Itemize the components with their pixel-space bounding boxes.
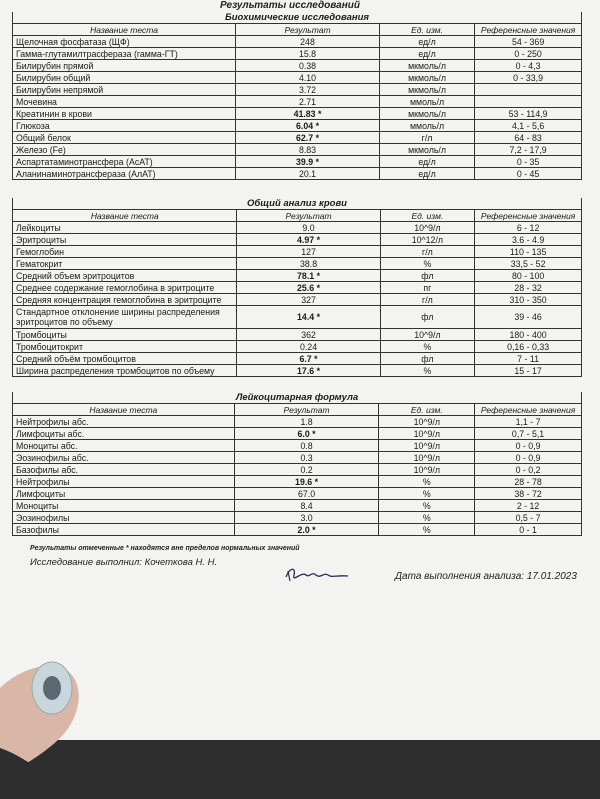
cell-unit: % xyxy=(380,365,475,377)
table-row xyxy=(13,108,582,120)
cell-result: 39.9 * xyxy=(236,156,380,168)
header-unit: Ед. изм. xyxy=(379,24,474,36)
cell-name: Средняя концентрация гемоглобина в эритроците xyxy=(13,294,237,306)
cell-result: 17.6 * xyxy=(237,365,380,377)
document-title: Результаты исследований xyxy=(220,0,360,11)
cell-name: Лимфоциты xyxy=(13,488,235,500)
cell-result: 78.1 * xyxy=(237,270,380,282)
cell-result: 327 xyxy=(237,294,380,306)
cell-result: 362 xyxy=(237,329,380,341)
cell-ref: 0 - 4,3 xyxy=(475,60,582,72)
cell-name: Щелочная фосфатаза (ЩФ) xyxy=(13,36,236,48)
table-row xyxy=(13,96,582,108)
table-row xyxy=(13,416,582,428)
cell-ref: 7,2 - 17,9 xyxy=(475,144,582,156)
cell-name: Нейтрофилы xyxy=(13,476,235,488)
cell-ref: 0 - 35 xyxy=(475,156,582,168)
table-header-row xyxy=(13,24,582,36)
cell-name: Эозинофилы абс. xyxy=(13,452,235,464)
cell-result: 127 xyxy=(237,246,380,258)
cell-result: 41.83 * xyxy=(236,108,380,120)
header-result: Результат xyxy=(237,210,380,222)
cell-unit: % xyxy=(379,500,475,512)
cell-unit: ммоль/л xyxy=(379,120,474,132)
cell-ref: 0,7 - 5,1 xyxy=(475,428,582,440)
cell-unit: ед/л xyxy=(379,168,474,180)
cell-name: Креатинин в крови xyxy=(13,108,236,120)
header-unit: Ед. изм. xyxy=(379,404,475,416)
cell-unit: г/л xyxy=(379,132,474,144)
cell-name: Нейтрофилы абс. xyxy=(13,416,235,428)
header-test-name: Название теста xyxy=(13,210,237,222)
cell-result: 20.1 xyxy=(236,168,380,180)
header-result: Результат xyxy=(234,404,379,416)
cell-ref: 1,1 - 7 xyxy=(475,416,582,428)
cell-ref xyxy=(475,84,582,96)
table-row xyxy=(13,329,582,341)
cell-name: Билирубин непрямой xyxy=(13,84,236,96)
cell-unit: г/л xyxy=(380,246,475,258)
cell-unit: фл xyxy=(380,353,475,365)
table-row xyxy=(13,512,582,524)
table-row xyxy=(13,428,582,440)
table-row xyxy=(13,476,582,488)
cell-ref: 28 - 32 xyxy=(475,282,582,294)
table-row xyxy=(13,500,582,512)
cell-name: Аланинаминотрансфераза (АлАТ) xyxy=(13,168,236,180)
table-row xyxy=(13,234,582,246)
cell-name: Гематокрит xyxy=(13,258,237,270)
table-row xyxy=(13,270,582,282)
cell-name: Гамма-глутамилтрасфераза (гамма-ГТ) xyxy=(13,48,236,60)
cell-unit: г/л xyxy=(380,294,475,306)
cell-unit: ед/л xyxy=(379,36,474,48)
cell-unit: 10^9/л xyxy=(380,222,475,234)
cell-unit: % xyxy=(379,476,475,488)
cell-unit: 10^9/л xyxy=(379,428,475,440)
cell-name: Лимфоциты абс. xyxy=(13,428,235,440)
cell-name: Базофилы xyxy=(13,524,235,536)
cell-unit: мкмоль/л xyxy=(379,60,474,72)
cell-ref: 310 - 350 xyxy=(475,294,582,306)
cell-result: 0.8 xyxy=(234,440,379,452)
cell-name: Глюкоза xyxy=(13,120,236,132)
cell-name: Аспартатаминотрансфера (АсАТ) xyxy=(13,156,236,168)
cell-name: Эозинофилы xyxy=(13,512,235,524)
cell-name: Моноциты абс. xyxy=(13,440,235,452)
cell-unit: % xyxy=(379,524,475,536)
cell-ref: 0 - 0,9 xyxy=(475,440,582,452)
cell-unit: мкмоль/л xyxy=(379,72,474,84)
cell-result: 1.8 xyxy=(234,416,379,428)
cbc-section-title: Общий анализ крови xyxy=(13,198,582,210)
table-row xyxy=(13,440,582,452)
header-reference: Референсные значения xyxy=(475,210,582,222)
cell-result: 67.0 xyxy=(234,488,379,500)
cell-result: 14.4 * xyxy=(237,306,380,329)
table-row xyxy=(13,144,582,156)
cell-unit: мкмоль/л xyxy=(379,84,474,96)
cell-result: 15.8 xyxy=(236,48,380,60)
cell-result: 8.4 xyxy=(234,500,379,512)
cell-unit: мкмоль/л xyxy=(379,108,474,120)
cell-name: Тромбоцитокрит xyxy=(13,341,237,353)
table-row xyxy=(13,246,582,258)
cell-result: 6.04 * xyxy=(236,120,380,132)
cell-unit: ед/л xyxy=(379,48,474,60)
cell-name: Стандартное отклонение ширины распределения эритроцитов по объему xyxy=(13,306,237,329)
cell-ref: 64 - 83 xyxy=(475,132,582,144)
cell-unit: 10^9/л xyxy=(380,329,475,341)
analysis-date: Дата выполнения анализа: 17.01.2023 xyxy=(395,571,577,582)
cell-unit: фл xyxy=(380,306,475,329)
performer-line: Исследование выполнил: Кочеткова Н. Н. xyxy=(30,557,218,568)
cell-name: Билирубин прямой xyxy=(13,60,236,72)
table-row xyxy=(13,258,582,270)
table-row xyxy=(13,84,582,96)
cell-result: 38.8 xyxy=(237,258,380,270)
biochem-table xyxy=(12,12,582,180)
cell-result: 3.0 xyxy=(234,512,379,524)
cell-ref xyxy=(475,96,582,108)
cell-result: 0.3 xyxy=(234,452,379,464)
cell-name: Эритроциты xyxy=(13,234,237,246)
cell-unit: фл xyxy=(380,270,475,282)
cell-ref: 28 - 78 xyxy=(475,476,582,488)
cell-result: 3.72 xyxy=(236,84,380,96)
table-row xyxy=(13,452,582,464)
table-row xyxy=(13,464,582,476)
cell-result: 6.7 * xyxy=(237,353,380,365)
cell-result: 4.97 * xyxy=(237,234,380,246)
header-reference: Референсные значения xyxy=(475,24,582,36)
cell-result: 4.10 xyxy=(236,72,380,84)
cell-name: Железо (Fe) xyxy=(13,144,236,156)
cell-result: 2.71 xyxy=(236,96,380,108)
cell-ref: 2 - 12 xyxy=(475,500,582,512)
cell-unit: мкмоль/л xyxy=(379,144,474,156)
cell-ref: 53 - 114,9 xyxy=(475,108,582,120)
table-row xyxy=(13,36,582,48)
table-row xyxy=(13,60,582,72)
table-row xyxy=(13,353,582,365)
table-row xyxy=(13,282,582,294)
cell-name: Базофилы абс. xyxy=(13,464,235,476)
cell-unit: % xyxy=(379,488,475,500)
cell-ref: 39 - 46 xyxy=(475,306,582,329)
cell-name: Средний объём тромбоцитов xyxy=(13,353,237,365)
cell-ref: 0 - 1 xyxy=(475,524,582,536)
table-row xyxy=(13,341,582,353)
cell-result: 62.7 * xyxy=(236,132,380,144)
cell-unit: пг xyxy=(380,282,475,294)
cell-ref: 3.6 - 4.9 xyxy=(475,234,582,246)
table-header-row xyxy=(13,404,582,416)
cell-name: Ширина распределения тромбоцитов по объему xyxy=(13,365,237,377)
header-test-name: Название теста xyxy=(13,24,236,36)
cell-result: 0.38 xyxy=(236,60,380,72)
header-test-name: Название теста xyxy=(13,404,235,416)
signature-icon xyxy=(282,563,352,587)
leukocyte-formula-table xyxy=(12,392,582,536)
cell-unit: 10^9/л xyxy=(379,440,475,452)
cell-unit: % xyxy=(379,512,475,524)
cell-ref: 0 - 250 xyxy=(475,48,582,60)
biochem-section-title: Биохимические исследования xyxy=(13,12,582,24)
cell-result: 25.6 * xyxy=(237,282,380,294)
cell-result: 19.6 * xyxy=(234,476,379,488)
cell-name: Тромбоциты xyxy=(13,329,237,341)
table-row xyxy=(13,72,582,84)
cell-ref: 0,5 - 7 xyxy=(475,512,582,524)
cell-name: Гемоглобин xyxy=(13,246,237,258)
table-row xyxy=(13,156,582,168)
cell-unit: ед/л xyxy=(379,156,474,168)
table-header-row xyxy=(13,210,582,222)
header-reference: Референсные значения xyxy=(475,404,582,416)
cell-ref: 33,5 - 52 xyxy=(475,258,582,270)
table-row xyxy=(13,365,582,377)
cell-ref: 6 - 12 xyxy=(475,222,582,234)
cell-result: 8.83 xyxy=(236,144,380,156)
leuko-section-title: Лейкоцитарная формула xyxy=(13,392,582,404)
table-row xyxy=(13,524,582,536)
cell-ref: 0 - 0,9 xyxy=(475,452,582,464)
cell-name: Билирубин общий xyxy=(13,72,236,84)
cell-unit: 10^9/л xyxy=(379,464,475,476)
header-result: Результат xyxy=(236,24,380,36)
cell-result: 2.0 * xyxy=(234,524,379,536)
cell-unit: % xyxy=(380,341,475,353)
cell-result: 0.24 xyxy=(237,341,380,353)
cell-unit: ммоль/л xyxy=(379,96,474,108)
cell-ref: 0,16 - 0,33 xyxy=(475,341,582,353)
cell-name: Средний объем эритроцитов xyxy=(13,270,237,282)
cell-unit: 10^9/л xyxy=(379,452,475,464)
out-of-range-note: Результаты отмеченные * находятся вне пределов нормальных значений xyxy=(30,545,300,552)
cell-ref: 54 - 369 xyxy=(475,36,582,48)
table-row xyxy=(13,48,582,60)
cell-name: Лейкоциты xyxy=(13,222,237,234)
cell-ref: 7 - 11 xyxy=(475,353,582,365)
table-row xyxy=(13,120,582,132)
cell-name: Мочевина xyxy=(13,96,236,108)
table-row xyxy=(13,306,582,329)
cell-ref: 0 - 33,9 xyxy=(475,72,582,84)
cell-ref: 0 - 45 xyxy=(475,168,582,180)
cell-result: 0.2 xyxy=(234,464,379,476)
cbc-table xyxy=(12,198,582,377)
table-row xyxy=(13,488,582,500)
cell-unit: % xyxy=(380,258,475,270)
table-row xyxy=(13,132,582,144)
cell-name: Общий белок xyxy=(13,132,236,144)
cell-result: 9.0 xyxy=(237,222,380,234)
header-unit: Ед. изм. xyxy=(380,210,475,222)
cell-ref: 180 - 400 xyxy=(475,329,582,341)
cell-ref: 4,1 - 5,6 xyxy=(475,120,582,132)
table-row xyxy=(13,222,582,234)
cell-result: 6.0 * xyxy=(234,428,379,440)
cell-ref: 80 - 100 xyxy=(475,270,582,282)
cell-ref: 15 - 17 xyxy=(475,365,582,377)
table-row xyxy=(13,168,582,180)
cell-unit: 10^12/л xyxy=(380,234,475,246)
cell-name: Среднее содержание гемоглобина в эритроците xyxy=(13,282,237,294)
cell-name: Моноциты xyxy=(13,500,235,512)
cell-ref: 38 - 72 xyxy=(475,488,582,500)
cell-ref: 0 - 0,2 xyxy=(475,464,582,476)
cell-unit: 10^9/л xyxy=(379,416,475,428)
cell-ref: 110 - 135 xyxy=(475,246,582,258)
cell-result: 248 xyxy=(236,36,380,48)
table-row xyxy=(13,294,582,306)
hand-thumb-image xyxy=(0,648,120,799)
